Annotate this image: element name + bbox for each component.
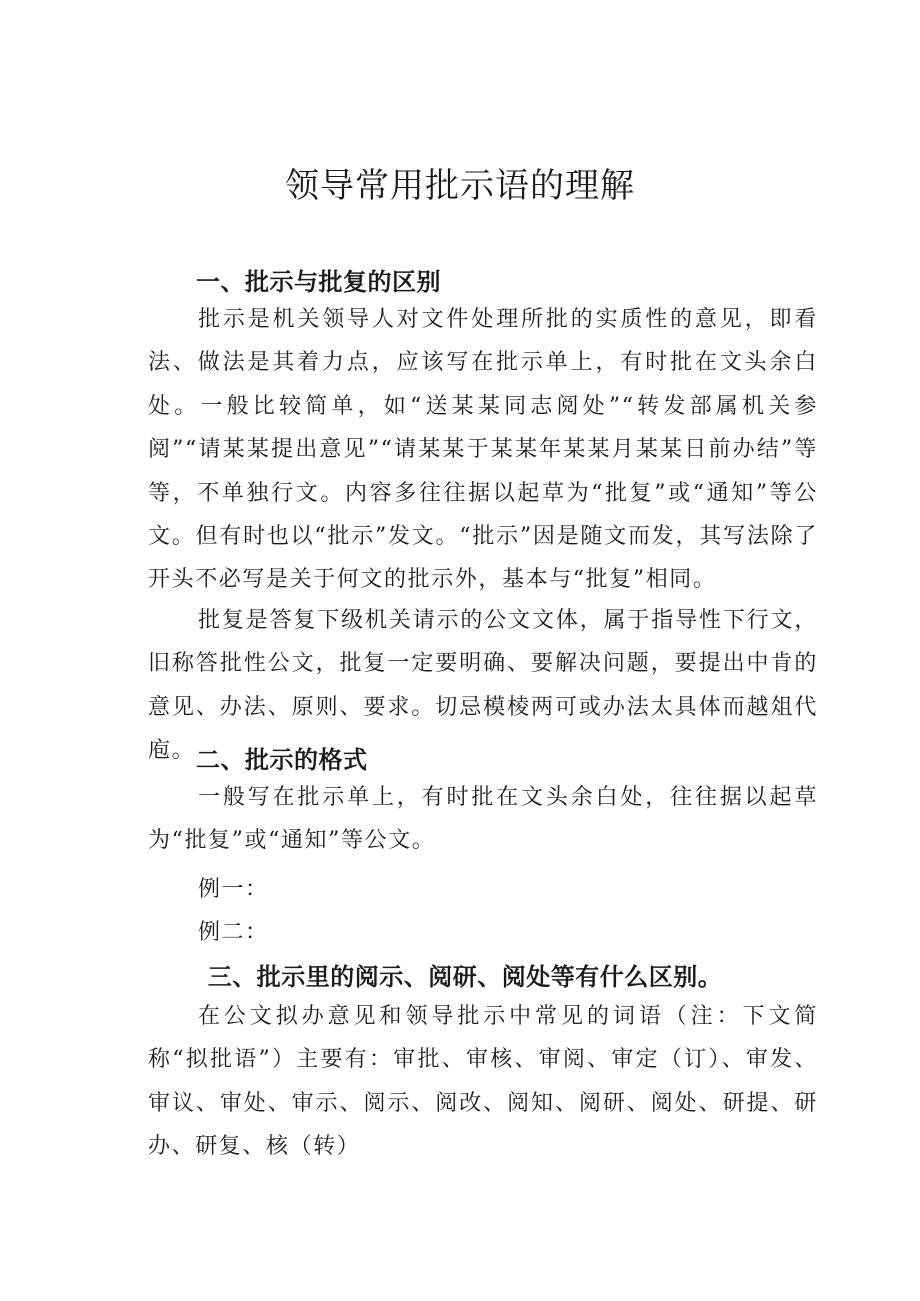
example-1: 例一： — [198, 877, 269, 902]
section-2-paragraph-1: 一般写在批示单上，有时批在文头余白处，往往据以起草为“批复”或“通知”等公文。 — [148, 785, 818, 854]
section-heading-1: 一、批示与批复的区别 — [196, 268, 441, 296]
section-1-paragraph-2: 批复是答复下级机关请示的公文文体，属于指导性下行文，旧称答批性公文，批复一定要明确、要解决问题，要提出中肯的意见、办法、原则、要求。切忌模棱两可或办法太具体而越俎代庖。 — [148, 608, 818, 764]
section-3-paragraph-1: 在公文拟办意见和领导批示中常见的词语（注：下文简称“拟批语”）主要有：审批、审核、审阅、审定（订）、审发、审议、审处、审示、阅示、阅改、阅知、阅研、阅处、研提、研办、研复、核（转） — [148, 1004, 818, 1160]
section-1-paragraph-1: 批示是机关领导人对文件处理所批的实质性的意见，即看法、做法是其着力点，应该写在批示单上，有时批在文头余白处。一般比较简单，如“送某某同志阅处”“转发部属机关参阅”“请某某提出意见”“请某某于某某年某某月某某日前办结”等等，不单独行文。内容多往往据以起草为“批复”或“通知”等公文。但有时也以“批示”发文。“批示”因是随文而发，其写法除了开头不必写是关于何文的批示外，基本与“批复”相同。 — [148, 307, 818, 593]
section-heading-2: 二、批示的格式 — [196, 746, 368, 774]
example-2: 例二： — [198, 920, 269, 945]
document-title: 领导常用批示语的理解 — [285, 166, 635, 206]
section-heading-3: 三、批示里的阅示、阅研、阅处等有什么区别。 — [207, 963, 723, 991]
